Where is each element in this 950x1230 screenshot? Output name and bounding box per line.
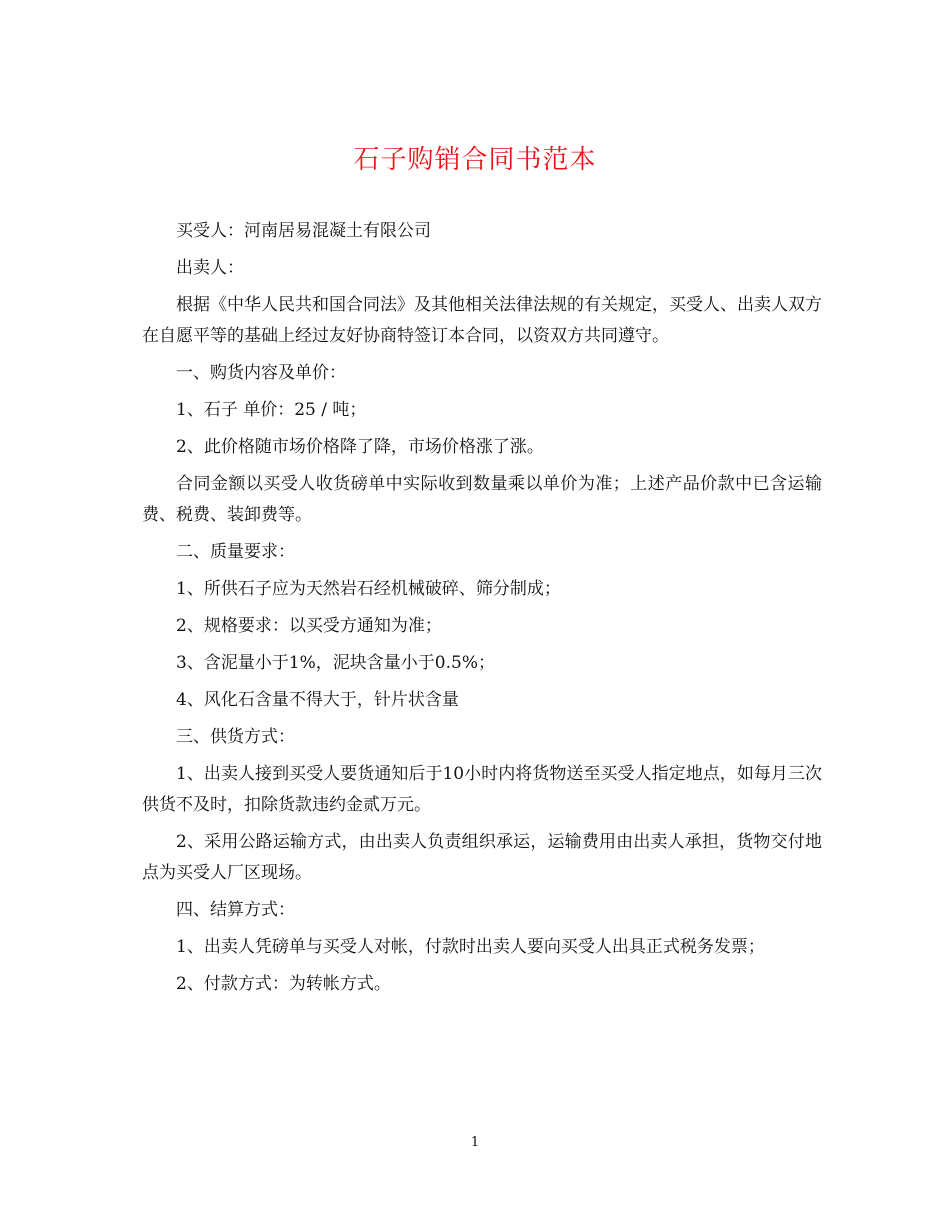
- paragraph-item: 1、出卖人凭磅单与买受人对帐，付款时出卖人要向买受人出具正式税务发票；: [176, 937, 765, 957]
- paragraph-item: 2、付款方式：为转帐方式。: [176, 974, 391, 994]
- paragraph-item: 2、规格要求：以买受方通知为准；: [176, 616, 442, 636]
- document-title: 石子购销合同书范本: [353, 145, 597, 175]
- paragraph-item: 3、含泥量小于1%，泥块含量小于0.5%；: [176, 653, 495, 673]
- paragraph-item: 1、出卖人接到买受人要货通知后于10小时内将货物送至买受人指定地点，如每月三次供货不及时，扣除货款违约金贰万元。: [142, 764, 822, 815]
- paragraph-item: 2、此价格随市场价格降了降，市场价格涨了涨。: [176, 437, 544, 457]
- section-heading-2: 二、质量要求：: [176, 542, 295, 562]
- document-body: [142, 216, 822, 1006]
- paragraph-buyer: 买受人：河南居易混凝土有限公司: [176, 221, 431, 241]
- section-heading-1: 一、购货内容及单价：: [176, 363, 346, 383]
- paragraph-item: 1、所供石子应为天然岩石经机械破碎、筛分制成；: [176, 579, 561, 599]
- paragraph-preamble: 根据《中华人民共和国合同法》及其他相关法律法规的有关规定，买受人、出卖人双方在自愿平等的基础上经过友好协商特签订本合同，以资双方共同遵守。: [142, 295, 822, 346]
- paragraph-item: 1、石子 单价：25 / 吨；: [176, 400, 367, 420]
- paragraph-item: 2、采用公路运输方式，由出卖人负责组织承运，运输费用由出卖人承担，货物交付地点为买受人厂区现场。: [142, 832, 822, 883]
- paragraph-seller: 出卖人：: [176, 258, 244, 278]
- page-number: 1: [470, 1135, 480, 1150]
- section-heading-4: 四、结算方式：: [176, 900, 295, 920]
- paragraph-contract-amount: 合同金额以买受人收货磅单中实际收到数量乘以单价为准；上述产品价款中已含运输费、税费、装卸费等。: [142, 474, 822, 525]
- section-heading-3: 三、供货方式：: [176, 727, 295, 747]
- paragraph-item: 4、风化石含量不得大于，针片状含量: [176, 690, 459, 710]
